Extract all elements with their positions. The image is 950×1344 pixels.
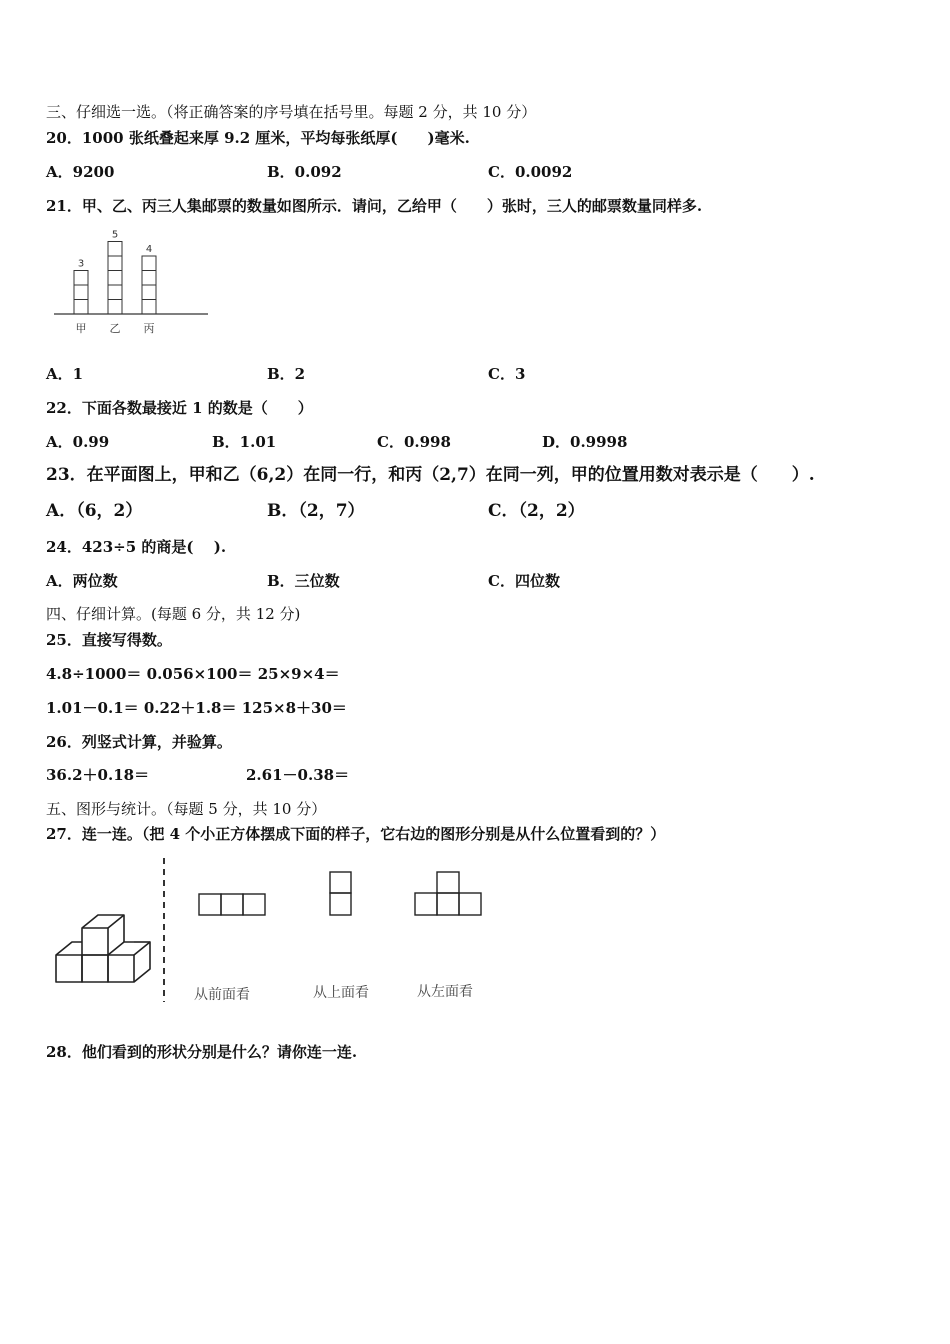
stamp-bar-cell-甲: [74, 285, 88, 300]
question-26: 26．列竖式计算，并验算。: [46, 733, 232, 751]
q24-option-c: C．四位数: [488, 572, 560, 590]
stamp-bar-cell-丙: [142, 271, 156, 286]
category-label-丙: 丙: [143, 322, 155, 335]
stamp-bar-cell-乙: [108, 256, 122, 271]
stacked-cubes-drawing: [56, 915, 150, 982]
question-23: 23．在平面图上，甲和乙（6,2）在同一行，和丙（2,7）在同一列，甲的位置用数对表示是（ ）.: [46, 465, 815, 485]
q22-option-b: B．1.01: [212, 433, 277, 451]
q26-expression-2: 2.61－0.38＝: [246, 766, 350, 784]
stamp-bar-chart: [46, 222, 216, 342]
question-27: 27．连一连。（把 4 个小正方体摆成下面的样子，它右边的图形分别是从什么位置看到的？）: [46, 825, 666, 843]
section-5-heading: 五、图形与统计。（每题 5 分，共 10 分）: [46, 800, 327, 818]
q25-row-2: 1.01－0.1＝ 0.22＋1.8＝ 125×8＋30＝: [46, 699, 347, 717]
stamp-bar-cell-丙: [142, 285, 156, 300]
question-24: 24．423÷5 的商是( ).: [46, 538, 227, 556]
stamp-bar-cell-乙: [108, 285, 122, 300]
question-20: 20．1000 张纸叠起来厚 9.2 厘米，平均每张纸厚( )毫米.: [46, 129, 470, 147]
data-label-乙: 5: [111, 229, 119, 241]
category-label-甲: 甲: [75, 322, 87, 335]
q20-option-c: C．0.0092: [488, 163, 573, 181]
stamp-bar-cell-丙: [142, 256, 156, 271]
data-label-丙: 4: [145, 244, 153, 255]
q26-expression-1: 36.2＋0.18＝: [46, 766, 150, 784]
data-label-甲: 3: [77, 258, 85, 270]
q22-option-c: C．0.998: [377, 433, 451, 451]
q23-option-c: C．（2，2）: [488, 501, 585, 521]
q23-option-b: B．（2，7）: [267, 501, 365, 521]
front-view-shape: [199, 894, 265, 915]
top-view-shape: [330, 872, 351, 915]
q21-option-a: A．1: [46, 365, 84, 383]
q23-option-a: A．（6，2）: [46, 501, 143, 521]
view-label-front: 从前面看: [194, 987, 250, 1003]
view-label-left: 从左面看: [417, 984, 473, 1000]
stamp-bar-cell-丙: [142, 300, 156, 315]
q22-option-a: A．0.99: [46, 433, 110, 451]
stamp-bar-cell-乙: [108, 271, 122, 286]
q21-option-c: C．3: [488, 365, 526, 383]
section-4-heading: 四、仔细计算。(每题 6 分，共 12 分): [46, 605, 301, 623]
left-view-shape: [415, 872, 481, 915]
q20-option-a: A．9200: [46, 163, 115, 181]
stamp-bar-cell-乙: [108, 300, 122, 315]
question-22: 22．下面各数最接近 1 的数是（ ）: [46, 399, 313, 417]
q21-option-b: B．2: [267, 365, 306, 383]
q25-row-1: 4.8÷1000＝ 0.056×100＝ 25×9×4＝: [46, 665, 340, 683]
section-3-heading: 三、仔细选一选。（将正确答案的序号填在括号里。每题 2 分，共 10 分）: [46, 103, 537, 121]
view-label-top: 从上面看: [313, 985, 369, 1001]
q24-option-b: B．三位数: [267, 572, 340, 590]
question-25: 25．直接写得数。: [46, 631, 172, 649]
question-21: 21．甲、乙、丙三人集邮票的数量如图所示．请问，乙给甲（ ）张时，三人的邮票数量同样多.: [46, 197, 703, 215]
category-label-乙: 乙: [109, 322, 121, 335]
q20-option-b: B．0.092: [267, 163, 342, 181]
question-28: 28．他们看到的形状分别是什么？请你连一连.: [46, 1043, 358, 1061]
stamp-bar-cell-乙: [108, 242, 122, 257]
stamp-bar-cell-甲: [74, 271, 88, 286]
cube-views-figure: [46, 852, 506, 1012]
stamp-bar-cell-甲: [74, 300, 88, 315]
q22-option-d: D．0.9998: [542, 433, 628, 451]
q24-option-a: A．两位数: [46, 572, 118, 590]
